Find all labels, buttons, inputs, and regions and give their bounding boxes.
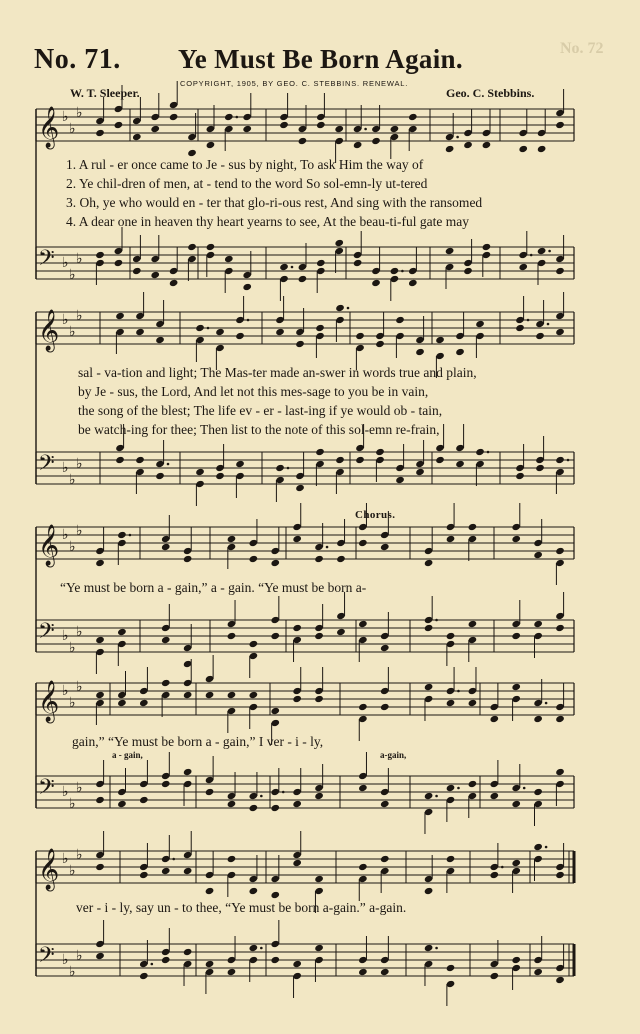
composer: Geo. C. Stebbins.	[446, 86, 535, 100]
svg-text:♭: ♭	[76, 456, 83, 472]
verse-2-line: 2. Ye chil-dren of men, at - tend to the word So sol-emn-ly ut-tered	[66, 176, 428, 191]
svg-text:♭: ♭	[76, 308, 83, 324]
svg-text:𝄢: 𝄢	[38, 943, 55, 973]
verse-2-line-2: by Je - sus, the Lord, And let not this mes-sage to you be in vain,	[78, 384, 429, 399]
svg-text:𝄢: 𝄢	[38, 619, 55, 649]
chorus-label: Chorus.	[355, 509, 396, 521]
svg-text:♭: ♭	[62, 952, 69, 968]
copyright-notice: COPYRIGHT, 1905, BY GEO. C. STEBBINS. RENEWAL.	[180, 79, 409, 88]
svg-text:♭: ♭	[62, 527, 69, 543]
bleed-through-text: No. 72	[560, 40, 604, 57]
svg-text:♭: ♭	[62, 109, 69, 125]
svg-text:♭: ♭	[62, 312, 69, 328]
chorus-lyric-1: “Ye must be born a - gain,” a - gain. “Ye must be born a-	[60, 580, 367, 595]
svg-text:𝄞: 𝄞	[38, 310, 60, 351]
svg-text:♭: ♭	[69, 267, 76, 283]
svg-text:♭: ♭	[76, 948, 83, 964]
svg-text:♭: ♭	[69, 695, 76, 711]
verse-1-line: 1. A rul - er once came to Je - sus by night, To ask Him the way of	[66, 157, 424, 172]
svg-text:♭: ♭	[76, 251, 83, 267]
svg-text:𝄢: 𝄢	[38, 246, 55, 276]
lyricist: W. T. Sleeper.	[70, 86, 140, 100]
svg-text:♭: ♭	[76, 847, 83, 863]
svg-text:♭: ♭	[62, 460, 69, 476]
svg-text:𝄞: 𝄞	[38, 525, 60, 566]
svg-text:♭: ♭	[76, 780, 83, 796]
verse-3-line-2: the song of the blest; The life ev - er - last-ing if ye would ob - tain,	[78, 403, 443, 418]
svg-text:♭: ♭	[69, 472, 76, 488]
svg-text:♭: ♭	[62, 628, 69, 644]
chorus-lyric-2: gain,” “Ye must be born a - gain,” I ver - i - ly,	[72, 734, 324, 749]
verse-1-line-2: sal - va-tion and light; The Mas-ter made an-swer in words true and plain,	[78, 365, 477, 380]
svg-text:♭: ♭	[76, 105, 83, 121]
svg-text:♭: ♭	[62, 255, 69, 271]
svg-text:♭: ♭	[69, 796, 76, 812]
svg-text:♭: ♭	[69, 863, 76, 879]
svg-text:♭: ♭	[76, 679, 83, 695]
svg-text:𝄢: 𝄢	[38, 451, 55, 481]
svg-text:𝄞: 𝄞	[38, 849, 60, 890]
chorus-echo-1: a - gain,	[112, 750, 143, 760]
svg-text:♭: ♭	[69, 640, 76, 656]
svg-text:♭: ♭	[76, 523, 83, 539]
verse-4-line-2: be watch-ing for thee; Then list to the note of this sol-emn re-frain,	[78, 422, 440, 437]
svg-text:♭: ♭	[76, 624, 83, 640]
verse-4-line: 4. A dear one in heaven thy heart yearns to see, At the beau-ti-ful gate may	[66, 214, 469, 229]
svg-text:♭: ♭	[69, 121, 76, 137]
svg-text:♭: ♭	[69, 539, 76, 555]
hymn-number: No. 71.	[34, 44, 121, 75]
svg-text:𝄢: 𝄢	[38, 775, 55, 805]
svg-text:♭: ♭	[62, 784, 69, 800]
svg-text:𝄞: 𝄞	[38, 681, 60, 722]
svg-text:♭: ♭	[69, 964, 76, 980]
svg-text:♭: ♭	[69, 324, 76, 340]
hymn-title: Ye Must Be Born Again.	[178, 44, 463, 74]
chorus-lyric-3: ver - i - ly, say un - to thee, “Ye must be born a-gain.” a-gain.	[76, 900, 407, 915]
svg-text:𝄞: 𝄞	[38, 107, 60, 148]
chorus-echo-2: a-gain,	[380, 750, 407, 760]
svg-text:♭: ♭	[62, 851, 69, 867]
svg-text:♭: ♭	[62, 683, 69, 699]
verse-3-line: 3. Oh, ye who would en - ter that glo-ri-ous rest, And sing with the ransomed	[66, 195, 483, 210]
